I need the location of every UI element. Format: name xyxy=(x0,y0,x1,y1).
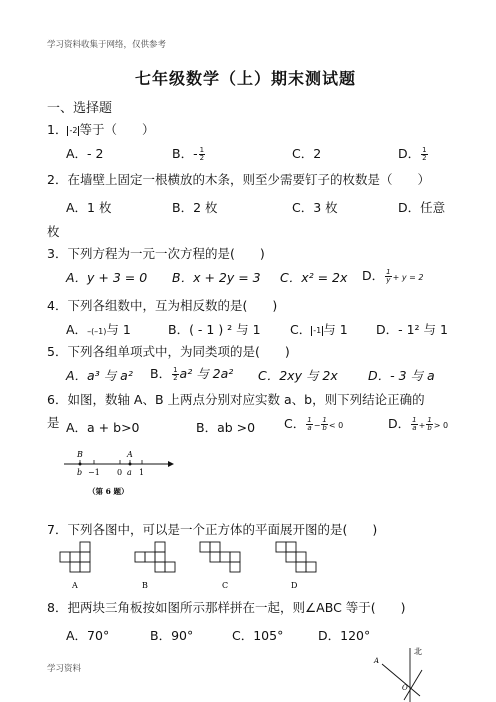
q4-option-b: B．( - 1 ) ² 与 1 xyxy=(168,322,261,337)
question-8: 8．把两块三角板按如图所示那样拼在一起，则∠ABC 等于( ) xyxy=(47,600,406,615)
label-o-point: O xyxy=(402,684,408,692)
q6-option-d: D． $\frac{1}{a}$ + $\frac{1}{b}$ > 0 xyxy=(388,416,449,432)
label-point-A: A xyxy=(127,450,133,459)
question-1 xyxy=(47,120,154,138)
q1-option-a: A．- 2 xyxy=(66,146,104,161)
question-6-wrap: 是 xyxy=(47,415,60,430)
q3-d-tail: + y = 2 xyxy=(392,273,424,282)
q1-number: 1． xyxy=(47,122,68,137)
net-d xyxy=(276,542,316,572)
q2-option-d-wrap: 枚 xyxy=(47,224,60,239)
q1-option-d xyxy=(398,144,429,162)
section-heading: 一、选择题 xyxy=(47,101,113,116)
q8-option-b: B．90° xyxy=(150,628,194,643)
question-3: 3．下列方程为一元一次方程的是( ) xyxy=(47,246,265,261)
page-title: 七年级数学（上）期末测试题 xyxy=(135,69,357,88)
q8-compass-figure xyxy=(370,642,442,702)
q6-d-label: D． xyxy=(388,416,411,431)
q3-d-label: D． xyxy=(362,268,385,283)
q1-d-label: D． xyxy=(398,146,421,161)
q1-option-b xyxy=(172,144,206,162)
question-4: 4．下列各组数中，互为相反数的是( ) xyxy=(47,298,278,313)
q6-c-frac-b: $\frac{1}{b}$ xyxy=(322,416,327,432)
q5-option-d: D．- 3 与 a xyxy=(368,368,435,383)
q4-a-expr: –(–1) xyxy=(87,327,107,336)
q1-b-fraction: $\frac{1}{2}$ xyxy=(199,146,205,162)
q4-c-tail: 与 1 xyxy=(323,322,348,337)
question-7: 7．下列各图中，可以是一个正方体的平面展开图的是( ) xyxy=(47,522,378,537)
q1-b-label: B．- xyxy=(172,146,198,161)
q4-option-a xyxy=(66,320,131,338)
net-c xyxy=(200,542,240,572)
q1-d-fraction: $\frac{1}{2}$ xyxy=(422,146,427,162)
q3-d-fraction: $\frac{1}{y}$ xyxy=(386,268,391,284)
label-point-B: B xyxy=(77,450,83,459)
q4-c-abs: -1 xyxy=(313,325,322,335)
question-6: 6．如图，数轴 A、B 上两点分别对应实数 a、b，则下列结论正确的 xyxy=(47,392,425,407)
point-a xyxy=(129,463,132,466)
q1-text: 等于（ ） xyxy=(79,122,155,137)
q4-a-label: A． xyxy=(66,322,88,337)
label-minus-one: −1 xyxy=(88,468,100,477)
label-a-point: A xyxy=(374,657,380,665)
q2-option-b: B．2 枚 xyxy=(172,200,218,215)
q6-option-c: C． $\frac{1}{a}$ − $\frac{1}{b}$ < 0 xyxy=(284,416,344,432)
net-label-b: B xyxy=(142,581,148,590)
label-one: 1 xyxy=(139,468,145,477)
q5-b-fraction: $\frac{1}{2}$ xyxy=(173,366,178,382)
q6-option-a: A．a + b>0 xyxy=(66,420,140,435)
q6-d-frac-b: $\frac{1}{b}$ xyxy=(427,416,432,432)
q1-abs-value: -2 xyxy=(69,125,78,135)
label-b: b xyxy=(77,468,83,477)
q3-option-c: C．x² = 2x xyxy=(280,270,348,285)
net-label-a: A xyxy=(72,581,78,590)
q6-d-expr: > 0 xyxy=(433,421,449,430)
q6-c-frac-a: $\frac{1}{a}$ xyxy=(307,416,312,432)
q6-d-frac-a: $\frac{1}{a}$ xyxy=(412,416,417,432)
q4-option-d: D．- 1² 与 1 xyxy=(376,322,448,337)
number-line-arrow xyxy=(168,461,174,467)
net-b xyxy=(135,542,175,572)
net-label-c: C xyxy=(222,581,229,590)
q2-option-a: A．1 枚 xyxy=(66,200,112,215)
q7-cube-nets-figure xyxy=(58,540,328,595)
q6-number-line-figure xyxy=(62,442,177,510)
q5-option-c: C．2xy 与 2x xyxy=(258,368,338,383)
label-zero: 0 xyxy=(117,468,123,477)
page-header: 学习资料收集于网络，仅供参考 xyxy=(47,40,167,50)
figure-6-caption: （第 6 题） xyxy=(88,487,129,496)
q2-option-d: D．任意 xyxy=(398,200,446,215)
net-label-d: D xyxy=(291,581,298,590)
question-5: 5．下列各组单项式中，为同类项的是( ) xyxy=(47,344,290,359)
q5-option-a: A．a³ 与 a² xyxy=(66,368,133,383)
q3-option-b: B．x + 2y = 3 xyxy=(172,270,261,285)
q8-option-a: A．70° xyxy=(66,628,110,643)
q8-option-c: C．105° xyxy=(232,628,284,643)
q6-option-b: B．ab >0 xyxy=(196,420,256,435)
q6-c-expr: < 0 xyxy=(328,421,344,430)
q4-c-label: C． xyxy=(290,322,312,337)
label-a: a xyxy=(127,468,132,477)
q8-option-d: D．120° xyxy=(318,628,371,643)
q4-a-tail: 与 1 xyxy=(106,322,131,337)
q3-option-d xyxy=(362,266,423,284)
q2-option-c: C．3 枚 xyxy=(292,200,338,215)
page-footer: 学习资料 xyxy=(47,664,82,674)
q6-c-label: C． xyxy=(284,416,306,431)
q1-option-c: C．2 xyxy=(292,146,322,161)
ray-oa xyxy=(382,664,420,696)
q3-option-a: A．y + 3 = 0 xyxy=(66,270,148,285)
q5-b-tail: a² 与 2a² xyxy=(179,366,234,381)
q5-option-b xyxy=(150,364,233,382)
label-north: 北 xyxy=(414,647,422,656)
point-b xyxy=(79,463,82,466)
net-a xyxy=(60,542,90,572)
question-2: 2．在墙壁上固定一根横放的木条，则至少需要钉子的枚数是（ ） xyxy=(47,172,430,187)
q5-b-label: B． xyxy=(150,366,172,381)
q4-option-c xyxy=(290,320,348,338)
